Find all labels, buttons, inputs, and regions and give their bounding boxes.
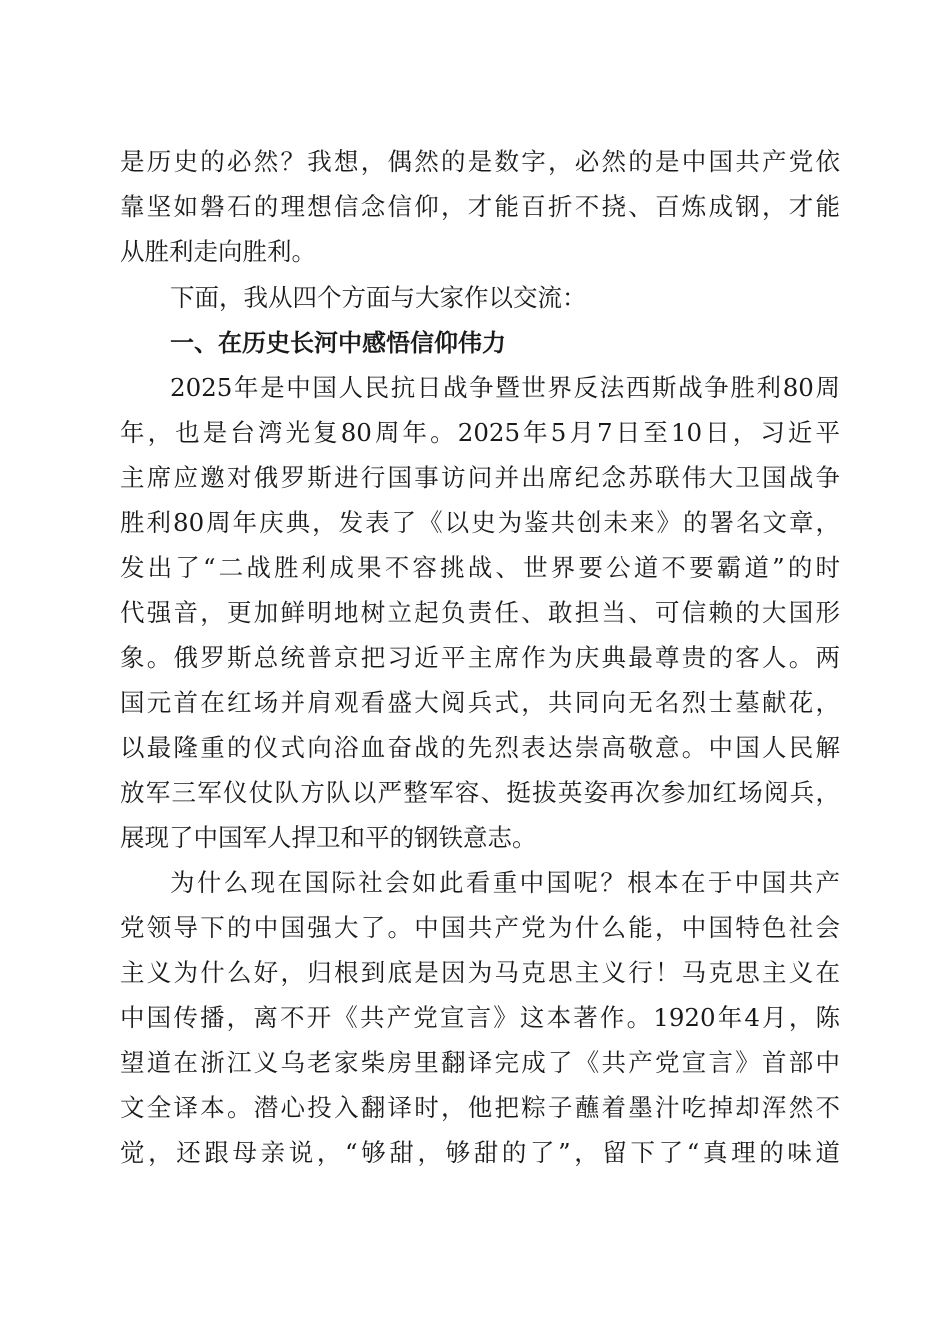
text-line: 下面，我从四个方面与大家作以交流： bbox=[170, 283, 587, 312]
text-line: 是历史的必然？我想，偶然的是数字，必然的是中国共产党依 bbox=[120, 147, 840, 176]
text-line: 年，也是台湾光复80周年。2025年5月7日至10日，习近平 bbox=[120, 418, 840, 447]
text-line: 主席应邀对俄罗斯进行国事访问并出席纪念苏联伟大卫国战争 bbox=[120, 463, 840, 492]
text-line: 文全译本。潜心投入翻译时，他把粽子蘸着墨汁吃掉却浑然不 bbox=[120, 1093, 840, 1122]
text-line: 展现了中国军人捍卫和平的钢铁意志。 bbox=[120, 823, 537, 852]
section-heading: 一、在历史长河中感悟信仰伟力 bbox=[170, 329, 506, 357]
text-line: 放军三军仪仗队方队以严整军容、挺拔英姿再次参加红场阅兵， bbox=[120, 778, 840, 807]
text-line: 2025年是中国人民抗日战争暨世界反法西斯战争胜利80周 bbox=[170, 373, 840, 402]
text-line: 从胜利走向胜利。 bbox=[120, 237, 316, 266]
text-line: 发出了“二战胜利成果不容挑战、世界要公道不要霸道”的时 bbox=[120, 553, 840, 582]
text-line: 主义为什么好，归根到底是因为马克思主义行！马克思主义在 bbox=[120, 958, 840, 987]
text-line: 以最隆重的仪式向浴血奋战的先烈表达崇高敬意。中国人民解 bbox=[120, 733, 840, 762]
text-line: 觉，还跟母亲说，“够甜，够甜的了”，留下了“真理的味道 bbox=[120, 1138, 840, 1167]
text-line: 代强音，更加鲜明地树立起负责任、敢担当、可信赖的大国形 bbox=[120, 598, 840, 627]
text-line: 望道在浙江义乌老家柴房里翻译完成了《共产党宣言》首部中 bbox=[120, 1048, 840, 1077]
text-line: 国元首在红场并肩观看盛大阅兵式，共同向无名烈士墓献花， bbox=[120, 688, 840, 717]
text-line: 象。俄罗斯总统普京把习近平主席作为庆典最尊贵的客人。两 bbox=[120, 643, 840, 672]
text-line: 中国传播，离不开《共产党宣言》这本著作。1920年4月，陈 bbox=[120, 1003, 840, 1032]
text-line: 胜利80周年庆典，发表了《以史为鉴共创未来》的署名文章， bbox=[120, 508, 840, 537]
text-line: 为什么现在国际社会如此看重中国呢？根本在于中国共产 bbox=[170, 868, 840, 897]
text-line: 党领导下的中国强大了。中国共产党为什么能，中国特色社会 bbox=[120, 913, 840, 942]
text-line: 靠坚如磐石的理想信念信仰，才能百折不挠、百炼成钢，才能 bbox=[120, 192, 840, 221]
